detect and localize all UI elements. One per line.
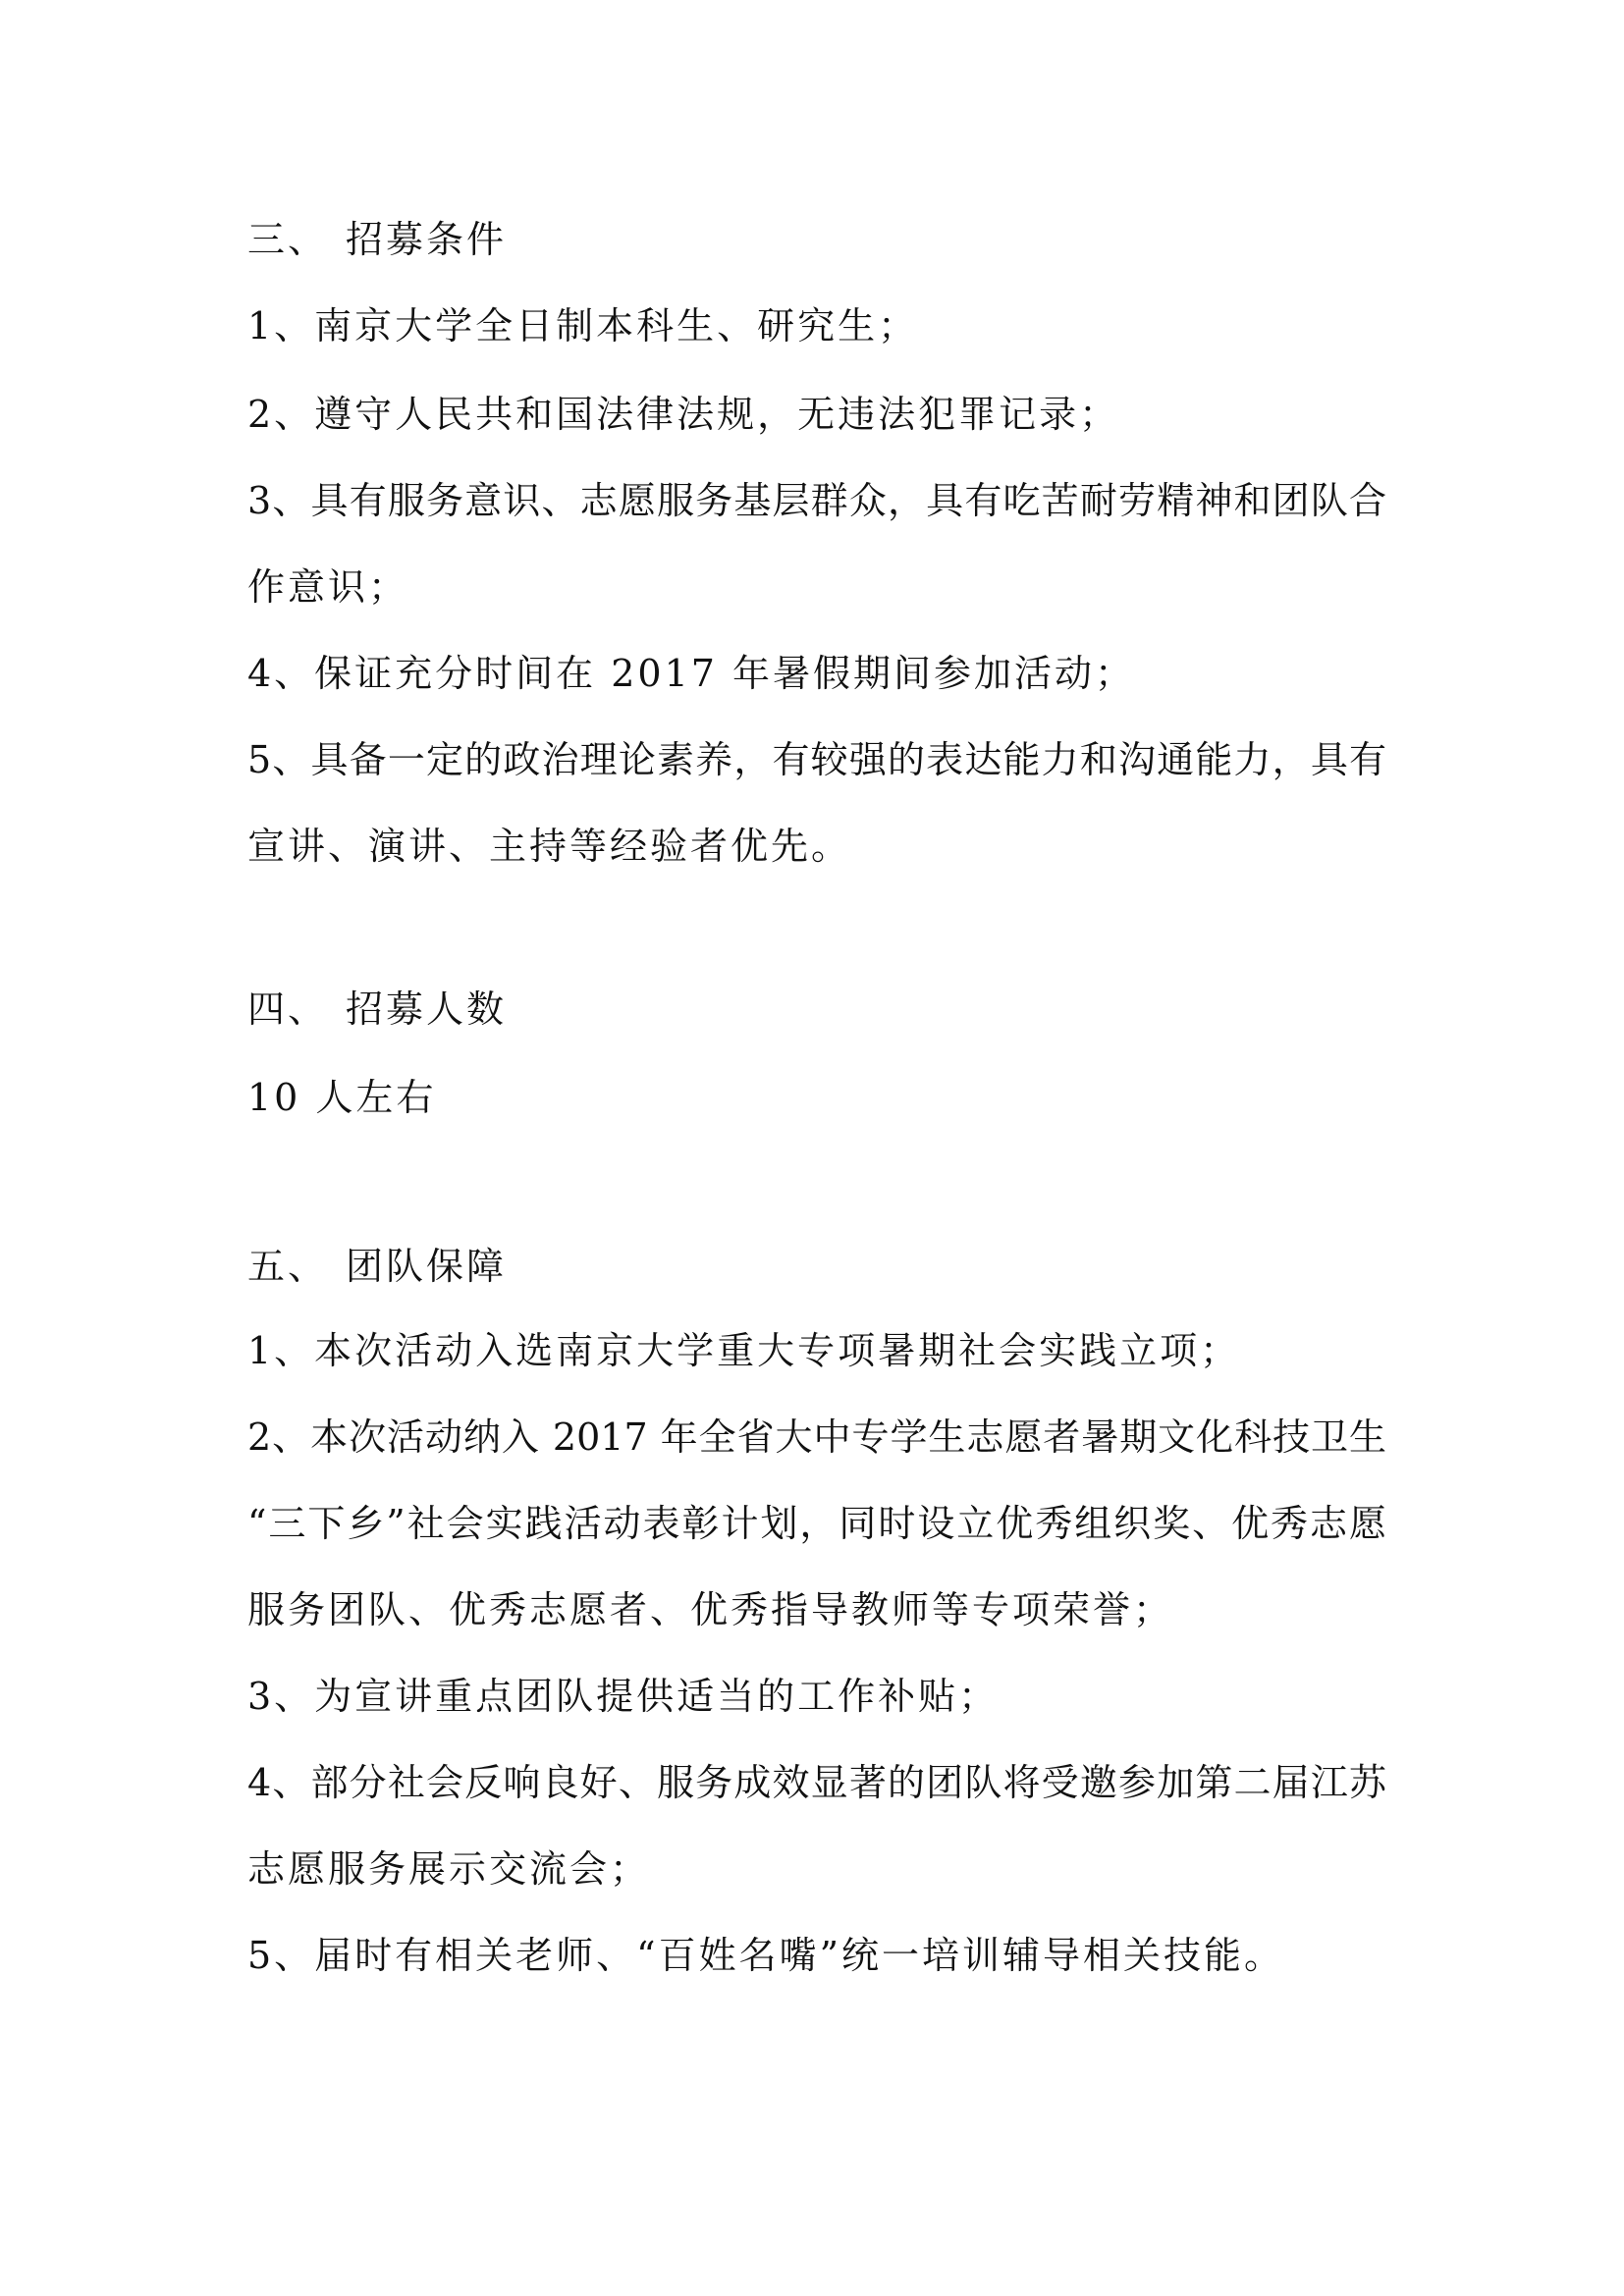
section-heading-team-support (247, 1241, 507, 1292)
condition-item-5-line-2: 宣讲、演讲、主持等经验者优先。 (247, 825, 852, 868)
section-heading-recruitment-number (247, 984, 507, 1035)
support-item-5: 5、届时有相关老师、“百姓名嘴”统一培训辅导相关技能。 (247, 1934, 1285, 1977)
section-number: 四、 (247, 988, 329, 1031)
section-title: 招募人数 (346, 988, 508, 1031)
section-number: 三、 (247, 218, 329, 261)
section-title: 团队保障 (346, 1245, 508, 1288)
condition-item-5-line-1: 5、具备一定的政治理论素养，有较强的表达能力和沟通能力，具有 (247, 738, 1386, 781)
support-item-1: 1、本次活动入选南京大学重大专项暑期社会实践立项； (247, 1329, 1241, 1372)
condition-item-3-line-1: 3、具有服务意识、志愿服务基层群众，具有吃苦耐劳精神和团队合 (247, 479, 1386, 522)
condition-item-3-line-2: 作意识； (247, 565, 409, 609)
section-heading-recruitment-conditions (247, 214, 507, 265)
support-item-2-line-3: 服务团队、优秀志愿者、优秀指导教师等专项荣誉； (247, 1588, 1174, 1631)
support-item-3: 3、为宣讲重点团队提供适当的工作补贴； (247, 1675, 1000, 1718)
support-item-4-line-2: 志愿服务展示交流会； (247, 1847, 651, 1891)
condition-item-4: 4、保证充分时间在 2017 年暑假期间参加活动； (247, 652, 1136, 695)
section-number: 五、 (247, 1245, 329, 1288)
section-title: 招募条件 (346, 218, 508, 261)
support-item-2-line-1: 2、本次活动纳入 2017 年全省大中专学生志愿者暑期文化科技卫生 (247, 1415, 1386, 1459)
support-item-2-line-2: “三下乡”社会实践活动表彰计划，同时设立优秀组织奖、优秀志愿 (247, 1502, 1386, 1545)
condition-item-2: 2、遵守人民共和国法律法规，无违法犯罪记录； (247, 393, 1120, 436)
recruitment-number-value: 10 人左右 (247, 1076, 437, 1119)
support-item-4-line-1: 4、部分社会反响良好、服务成效显著的团队将受邀参加第二届江苏 (247, 1761, 1386, 1804)
condition-item-1: 1、南京大学全日制本科生、研究生； (247, 304, 919, 347)
